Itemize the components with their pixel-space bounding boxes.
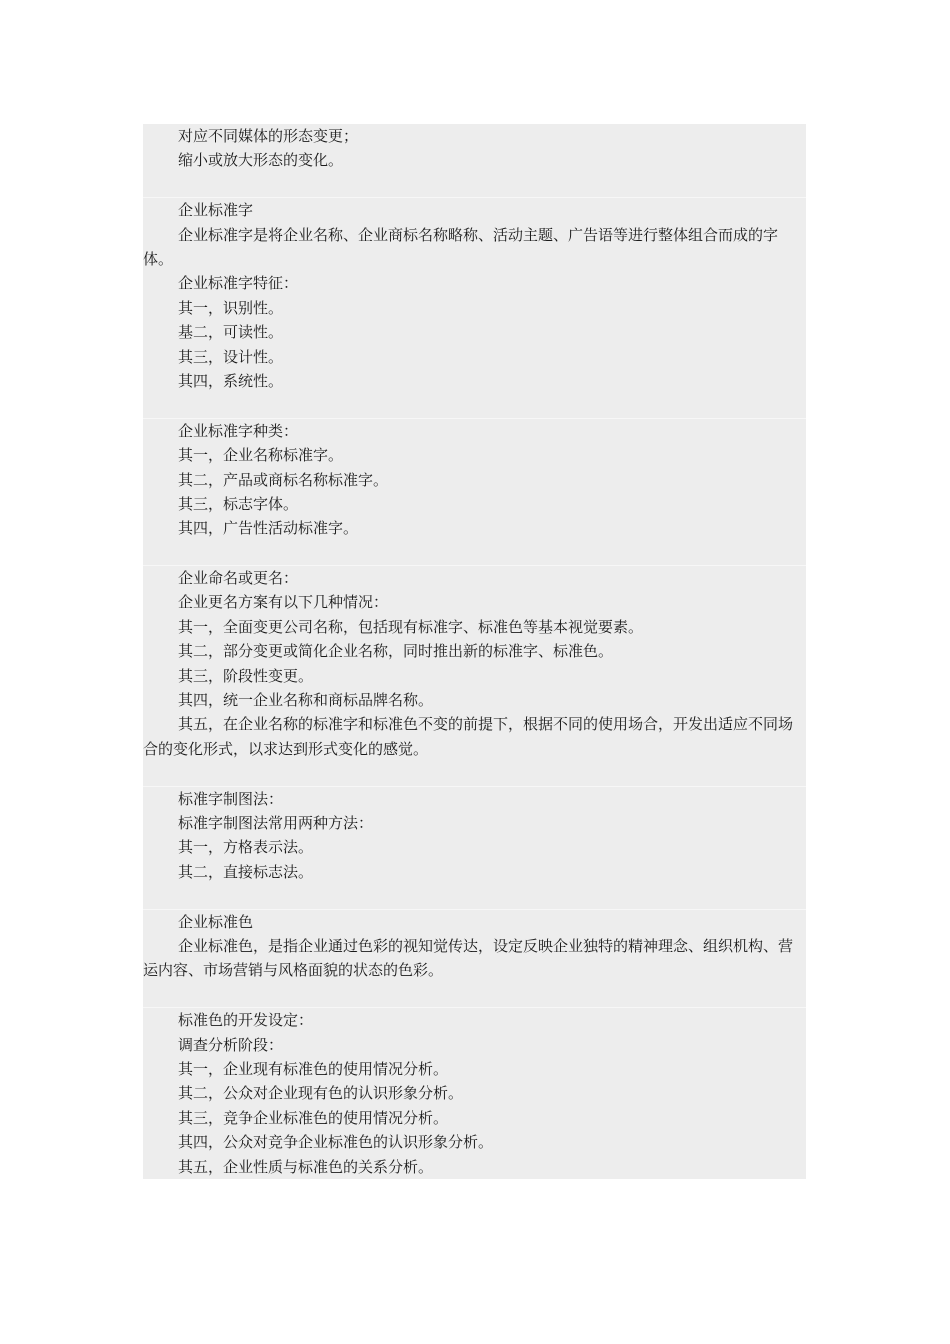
list-item: 其二，部分变更或简化企业名称，同时推出新的标准字、标准色。 <box>178 642 614 661</box>
document-body <box>143 124 806 1179</box>
sub-heading: 标准字制图法常用两种方法： <box>178 814 374 832</box>
sub-heading: 企业标准字特征： <box>178 274 299 293</box>
list-item: 其二，公众对企业现有色的认识形象分析。 <box>178 1084 464 1103</box>
blank-line <box>143 393 806 417</box>
list-item: 其一，全面变更公司名称，包括现有标准字、标准色等基本视觉要素。 <box>178 617 644 636</box>
section-font-types <box>143 418 806 565</box>
text-line: 缩小或放大形态的变化。 <box>178 151 344 170</box>
blank-line <box>143 173 806 197</box>
list-item: 基二，可读性。 <box>178 323 284 342</box>
list-item: 其三，阶段性变更。 <box>178 666 314 685</box>
section-color-dev <box>143 1007 806 1179</box>
section-heading: 企业标准字 <box>178 201 254 220</box>
list-item: 其一，企业名称标准字。 <box>178 446 344 465</box>
section-heading: 企业标准字种类： <box>178 421 299 440</box>
list-item: 其三，竞争企业标准色的使用情况分析。 <box>178 1108 449 1127</box>
section-standard-font <box>143 197 806 418</box>
section-heading: 标准字制图法： <box>178 789 284 808</box>
list-item: 其二，产品或商标名称标准字。 <box>178 470 389 489</box>
list-item: 其三，标志字体。 <box>178 494 299 513</box>
blank-line <box>143 884 806 908</box>
sub-heading: 企业更名方案有以下几种情况： <box>178 593 389 612</box>
list-item: 其一，方格表示法。 <box>178 838 314 857</box>
section-naming <box>143 565 806 786</box>
text-line: 对应不同媒体的形态变更； <box>178 127 359 145</box>
blank-line <box>143 541 806 565</box>
list-item: 其一，识别性。 <box>178 298 284 317</box>
section-forms <box>143 124 806 197</box>
list-item: 其一，企业现有标准色的使用情况分析。 <box>178 1059 449 1078</box>
blank-line <box>143 983 806 1007</box>
paragraph: 其五，在企业名称的标准字和标准色不变的前提下，根据不同的使用场合，开发出适应不同场合的变化形式，以求达到形式变化的感觉。 <box>143 715 794 758</box>
section-heading: 标准色的开发设定： <box>178 1011 314 1030</box>
list-item: 其四，公众对竞争企业标准色的认识形象分析。 <box>178 1133 494 1152</box>
section-heading: 企业命名或更名： <box>178 569 299 588</box>
section-drawing <box>143 786 806 909</box>
list-item: 其三，设计性。 <box>178 347 284 366</box>
list-item: 其二，直接标志法。 <box>178 862 314 881</box>
list-item: 其四，统一企业名称和商标品牌名称。 <box>178 691 434 710</box>
sub-heading: 调查分析阶段： <box>178 1035 284 1054</box>
paragraph: 企业标准色，是指企业通过色彩的视知觉传达，设定反映企业独特的精神理念、组织机构、营运内容、市场营销与风格面貌的状态的色彩。 <box>143 936 794 980</box>
list-item: 其四，广告性活动标准字。 <box>178 519 359 538</box>
list-item: 其四，系统性。 <box>178 371 284 390</box>
section-heading: 企业标准色 <box>178 912 254 931</box>
list-item: 其五，企业性质与标准色的关系分析。 <box>178 1157 434 1176</box>
blank-line <box>143 761 806 785</box>
section-standard-color <box>143 909 806 1008</box>
paragraph: 企业标准字是将企业名称、企业商标名称略称、活动主题、广告语等进行整体组合而成的字体。 <box>143 225 779 268</box>
